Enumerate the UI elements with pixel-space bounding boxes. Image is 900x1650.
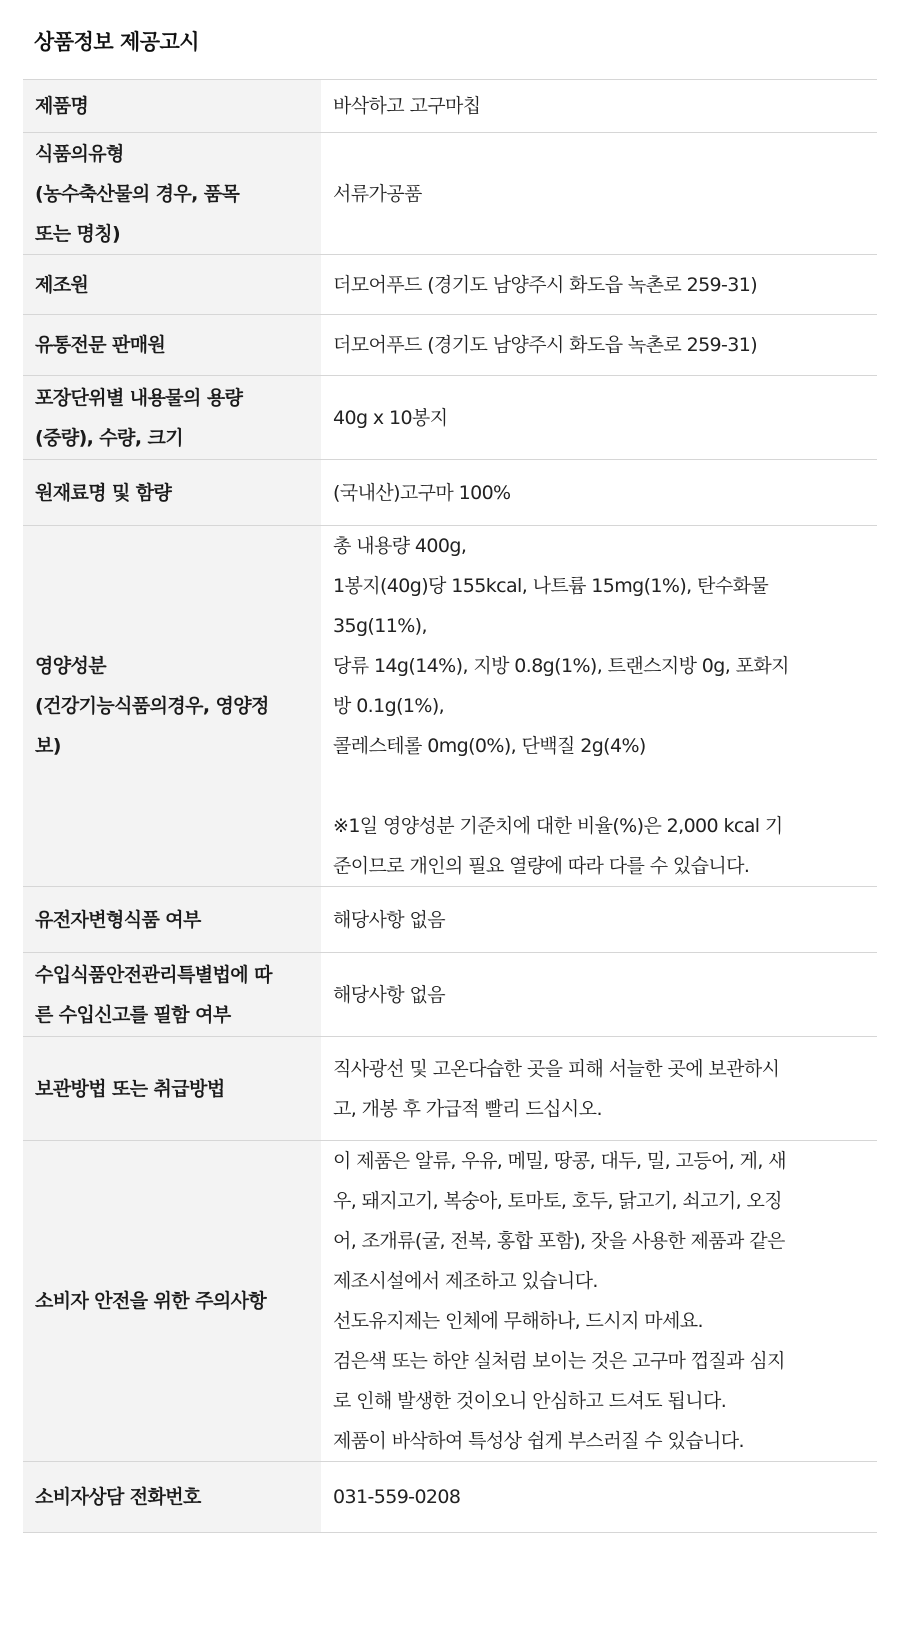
table-row-storage bbox=[23, 1037, 877, 1141]
table-row-package-volume bbox=[23, 376, 877, 460]
row-value: 서류가공품 bbox=[333, 182, 422, 205]
page-title: 상품정보 제공고시 bbox=[34, 30, 200, 54]
table-row-product-name bbox=[23, 80, 877, 133]
product-info-table bbox=[23, 79, 877, 1533]
row-value: 해당사항 없음 bbox=[333, 983, 445, 1006]
row-value: 더모어푸드 (경기도 남양주시 화도읍 녹촌로 259-31) bbox=[333, 273, 758, 296]
row-value: 바삭하고 고구마칩 bbox=[333, 95, 481, 117]
row-label: 포장단위별 내용물의 용량 (중량), 수량, 크기 bbox=[23, 376, 321, 460]
table-row-food-type bbox=[23, 133, 877, 255]
row-label: 유통전문 판매원 bbox=[23, 315, 321, 376]
row-value: (국내산)고구마 100% bbox=[333, 481, 511, 504]
row-value: 총 내용량 400g, 1봉지(40g)당 155kcal, 나트륨 15mg(1%), 탄수화물 35g(11%), 당류 14g(14%), 지방 0.8g(1%), 트랜스지방 0g, 포화지 방 0.1g(1%), 콜레스테롤 0mg(0%), 단백질 2g(4%) ※1일 영양성분 기준치에 대한 비율(%)은 2,000 kcal 기 준이므로 개인의 필요 열량에 따라 다를 수 있습니다. bbox=[333, 535, 789, 877]
table-row-customer-phone bbox=[23, 1462, 877, 1533]
row-label: 소비자 안전을 위한 주의사항 bbox=[23, 1141, 321, 1462]
table-row-nutrition bbox=[23, 526, 877, 887]
row-value: 이 제품은 알류, 우유, 메밀, 땅콩, 대두, 밀, 고등어, 게, 새 우, 돼지고기, 복숭아, 토마토, 호두, 닭고기, 쇠고기, 오징 어, 조개류(굴, 전복, 홍합 포함), 잣을 사용한 제품과 같은 제조시설에서 제조하고 있습니다. 선도유지제는 인체에 무해하나, 드시지 마세요. 검은색 또는 하얀 실처럼 보이는 것은 고구마 껍질과 심지 로 인해 발생한 것이오니 안심하고 드셔도 됩니다. 제품이 바삭하여 특성상 쉽게 부스러질 수 있습니다. bbox=[333, 1150, 786, 1452]
row-value: 더모어푸드 (경기도 남양주시 화도읍 녹촌로 259-31) bbox=[333, 334, 758, 356]
table-row-safety-notice bbox=[23, 1141, 877, 1462]
row-label: 영양성분 (건강기능식품의경우, 영양정 보) bbox=[23, 526, 321, 887]
row-label: 제조원 bbox=[23, 255, 321, 315]
row-value: 해당사항 없음 bbox=[333, 908, 445, 931]
row-label: 보관방법 또는 취급방법 bbox=[23, 1037, 321, 1141]
table-row-distributor bbox=[23, 315, 877, 376]
table-row-ingredients bbox=[23, 460, 877, 526]
table-row-import-declaration bbox=[23, 953, 877, 1037]
row-label: 수입식품안전관리특별법에 따 른 수입신고를 필함 여부 bbox=[23, 953, 321, 1037]
row-label: 식품의유형 (농수축산물의 경우, 품목 또는 명칭) bbox=[23, 133, 321, 255]
row-value: 직사광선 및 고온다습한 곳을 피해 서늘한 곳에 보관하시 고, 개봉 후 가급적 빨리 드십시오. bbox=[333, 1057, 780, 1120]
row-value: 031-559-0208 bbox=[333, 1486, 461, 1508]
row-label: 유전자변형식품 여부 bbox=[23, 887, 321, 953]
table-row-manufacturer bbox=[23, 255, 877, 315]
row-label: 제품명 bbox=[23, 80, 321, 133]
row-value: 40g x 10봉지 bbox=[333, 406, 448, 429]
row-label: 소비자상담 전화번호 bbox=[23, 1462, 321, 1533]
table-row-gmo bbox=[23, 887, 877, 953]
row-label: 원재료명 및 함량 bbox=[23, 460, 321, 526]
